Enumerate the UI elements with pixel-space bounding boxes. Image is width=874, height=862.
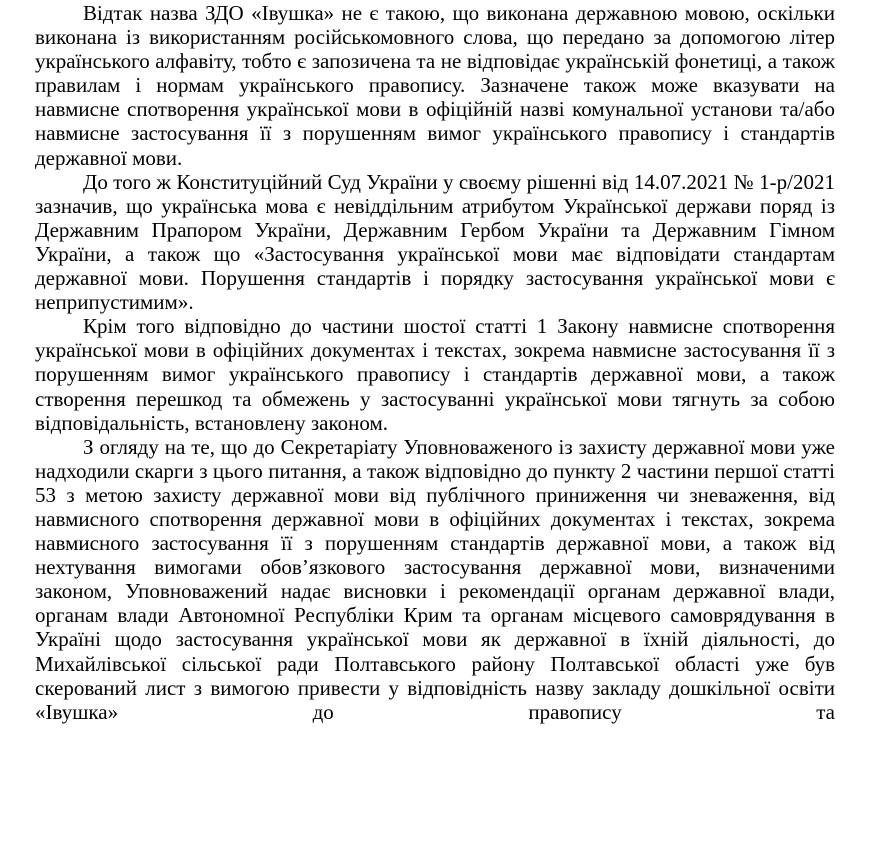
document-body bbox=[35, 1, 835, 724]
paragraph-name-analysis: Відтак назва ЗДО «Івушка» не є такою, що виконана державною мовою, оскільки виконана із використанням російськомовного слова, що передано за допомогою літер українського алфавіту, тобто є запозичена та не відповідає українській фонетиці, а також правилам і нормам українського правопису. Зазначене також може вказувати на навмисне спотворення української мови в офіційній назві комунальної установи та/або навмисне застосування її з порушенням вимог українського правопису і стандартів державної мови. bbox=[35, 1, 835, 170]
paragraph-law-article-1: Крім того відповідно до частини шостої статті 1 Закону навмисне спотворення української мови в офіційних документах і текстах, зокрема навмисне застосування її з порушенням вимог українського правопису і стандартів державної мови, а також створення перешкод та обмежень у застосуванні української мови тягнуть за собою відповідальність, встановлену законом. bbox=[35, 314, 835, 435]
paragraph-ombudsman-action: З огляду на те, що до Секретаріату Уповноваженого із захисту державної мови уже надходили скарги з цього питання, а також відповідно до пункту 2 частини першої статті 53 з метою захисту державної мови від публічного приниження чи зневаження, від навмисного спотворення державної мови в офіційних документах і текстах, зокрема навмисного застосування її з порушенням стандартів державної мови, а також від нехтування вимогами обов’язкового застосування державної мови, визначеними законом, Уповноважений надає висновки і рекомендації органам державної влади, органам влади Автономної Республіки Крим та органам місцевого самоврядування в Україні щодо застосування української мови як державної в їхній діяльності, до Михайлівської сільської ради Полтавського району Полтавської області уже був скерований лист з вимогою привести у відповідність назву закладу дошкільної освіти «Івушка» до правопису та bbox=[35, 434, 835, 724]
paragraph-constitutional-court: До того ж Конституційний Суд України у своєму рішенні від 14.07.2021 № 1-р/2021 зазначив, що українська мова є невіддільним атрибутом Української держави поряд із Державним Прапором України, Державним Гербом України та Державним Гімном України, а також що «Застосування української мови має відповідати стандартам державної мови. Порушення стандартів і порядку застосування української мови є неприпустимим». bbox=[35, 169, 835, 315]
